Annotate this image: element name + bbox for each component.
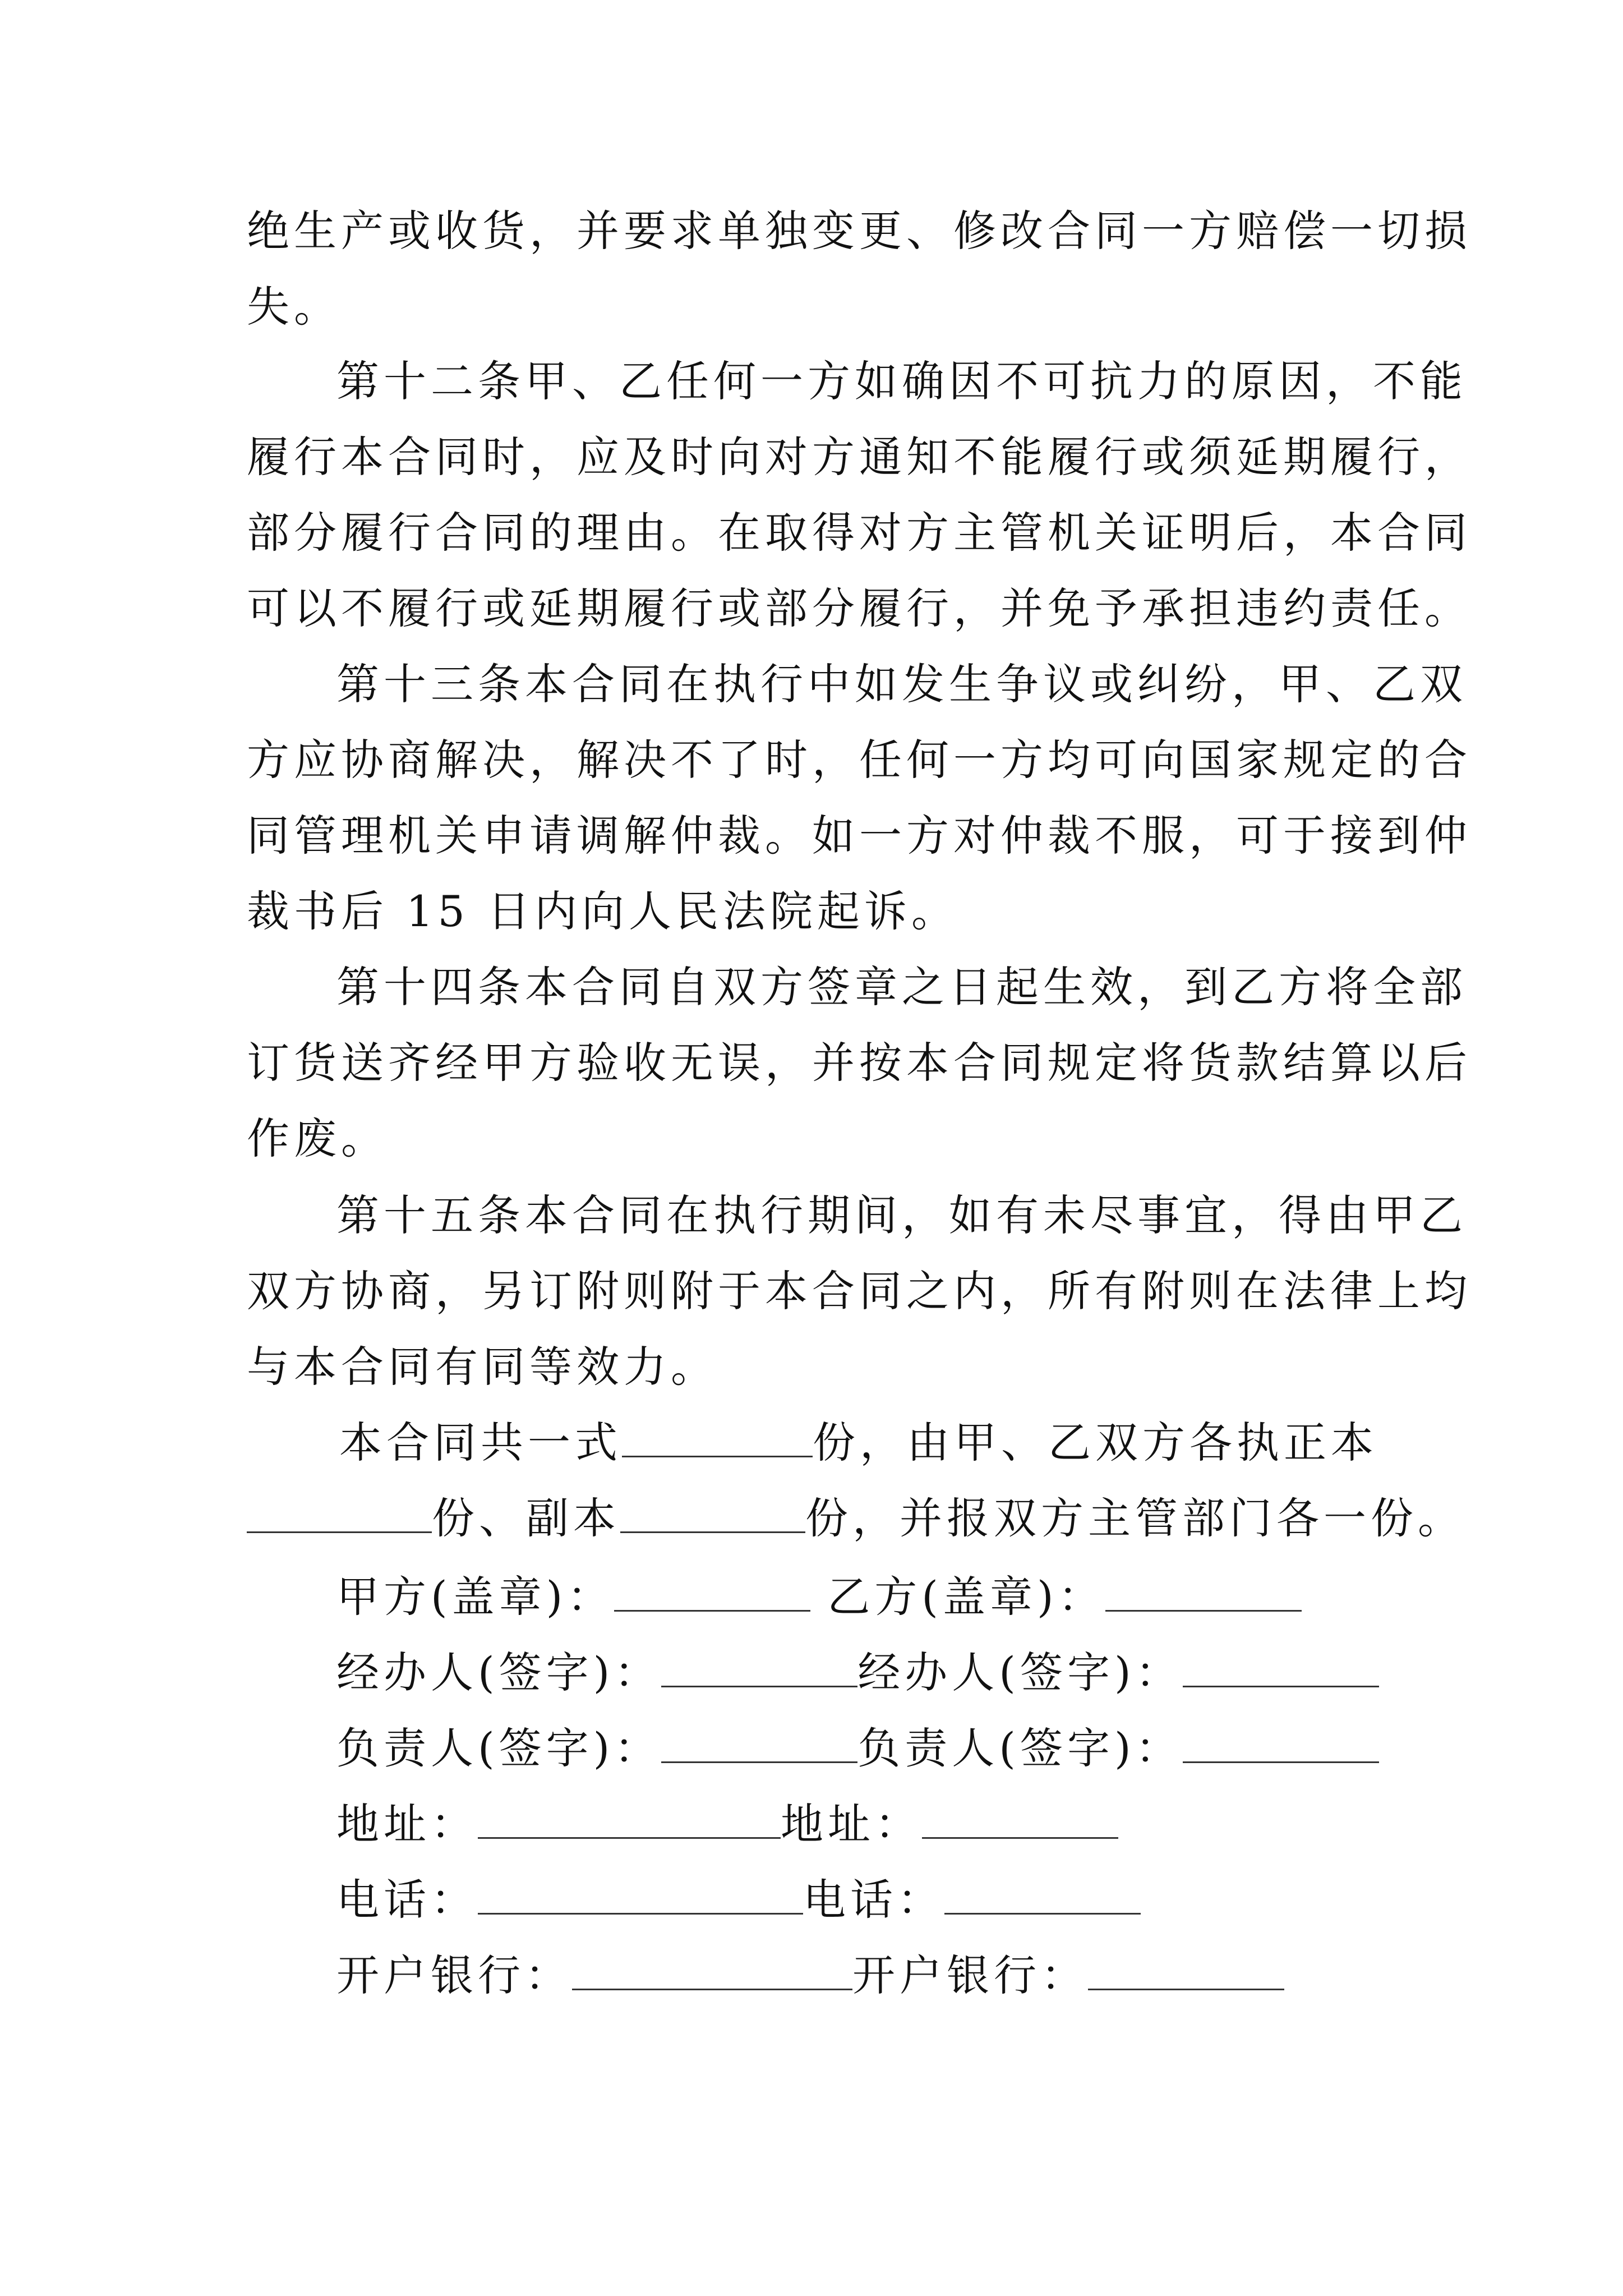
copies-text-3: 份、副本 [432,1493,620,1543]
party-a-responsible-field[interactable] [661,1722,857,1763]
party-b-handler-label: 经办人(签字)： [857,1648,1183,1697]
party-a-bank-label: 开户银行： [336,1950,572,2000]
article-15-line-2: 双方协商，另订附则附于本合同之内，所有附则在法律上均 [247,1266,1472,1316]
party-b-handler-field[interactable] [1183,1646,1379,1687]
article-15-line-3: 与本合同有同等效力。 [247,1342,718,1392]
party-a-handler-field[interactable] [661,1646,857,1687]
signature-row-address [336,1796,1118,1852]
party-a-address-label: 地址： [336,1799,478,1849]
party-b-seal-field[interactable] [1105,1571,1302,1612]
party-a-bank-field[interactable] [572,1949,852,1990]
article-12-line-2: 履行本合同时，应及时向对方通知不能履行或须延期履行， [247,432,1472,482]
copies-text-2: 份，由甲、乙双方各执正本 [813,1418,1378,1467]
original-count-blank[interactable] [247,1492,432,1533]
article-13-line-3: 同管理机关申请调解仲裁。如一方对仲裁不服，可于接到仲 [247,811,1472,861]
paragraph-1-line-1: 绝生产或收货，并要求单独变更、修改合同一方赔偿一切损 [247,206,1472,256]
party-b-responsible-label: 负责人(签字)： [857,1723,1183,1773]
article-12-line-3: 部分履行合同的理由。在取得对方主管机关证明后，本合同 [247,508,1472,558]
article-12-line-1: 第十二条甲、乙任何一方如确因不可抗力的原因，不能 [336,356,1467,406]
paragraph-1-line-2: 失。 [247,282,341,332]
copies-text-4: 份，并报双方主管部门各一份。 [805,1493,1465,1543]
article-15-line-1: 第十五条本合同在执行期间，如有未尽事宜，得由甲乙 [336,1190,1467,1240]
party-b-address-label: 地址： [781,1799,922,1849]
article-13-line-1: 第十三条本合同在执行中如发生争议或纠纷，甲、乙双 [336,659,1467,709]
article-14-line-1: 第十四条本合同自双方签章之日起生效，到乙方将全部 [336,962,1467,1012]
party-b-phone-field[interactable] [944,1874,1141,1915]
party-b-address-field[interactable] [922,1798,1118,1839]
party-b-responsible-field[interactable] [1183,1722,1379,1763]
party-b-phone-label: 电话： [803,1875,944,1925]
signature-row-handler [336,1645,1379,1701]
party-a-handler-label: 经办人(签字)： [336,1648,662,1697]
party-b-seal-label: 乙方(盖章)： [827,1572,1105,1622]
party-b-bank-field[interactable] [1088,1949,1284,1990]
article-13-line-4: 裁书后 15 日内向人民法院起诉。 [247,886,959,936]
article-14-line-2: 订货送齐经甲方验收无误，并按本合同规定将货款结算以后 [247,1038,1472,1088]
party-a-seal-label: 甲方(盖章)： [336,1572,615,1622]
article-12-line-4: 可以不履行或延期履行或部分履行，并免予承担违约责任。 [247,583,1472,633]
party-a-responsible-label: 负责人(签字)： [336,1723,662,1773]
copies-text-1: 本合同共一式 [339,1418,622,1467]
copies-clause-line-2 [247,1490,1465,1547]
article-14-line-3: 作废。 [247,1114,388,1163]
party-a-phone-field[interactable] [478,1874,803,1915]
duplicate-count-blank[interactable] [620,1492,805,1533]
party-a-phone-label: 电话： [336,1875,478,1925]
article-13-line-2: 方应协商解决，解决不了时，任何一方均可向国家规定的合 [247,735,1472,785]
party-a-seal-field[interactable] [614,1571,810,1612]
party-a-address-field[interactable] [478,1798,781,1839]
copies-count-blank[interactable] [622,1416,813,1457]
copies-clause-line-1 [339,1415,1378,1471]
party-b-bank-label: 开户银行： [852,1950,1088,2000]
signature-row-phone [336,1872,1141,1928]
signature-row-party-a [336,1569,1302,1625]
signature-row-responsible [336,1720,1379,1777]
signature-row-bank [336,1948,1284,2004]
